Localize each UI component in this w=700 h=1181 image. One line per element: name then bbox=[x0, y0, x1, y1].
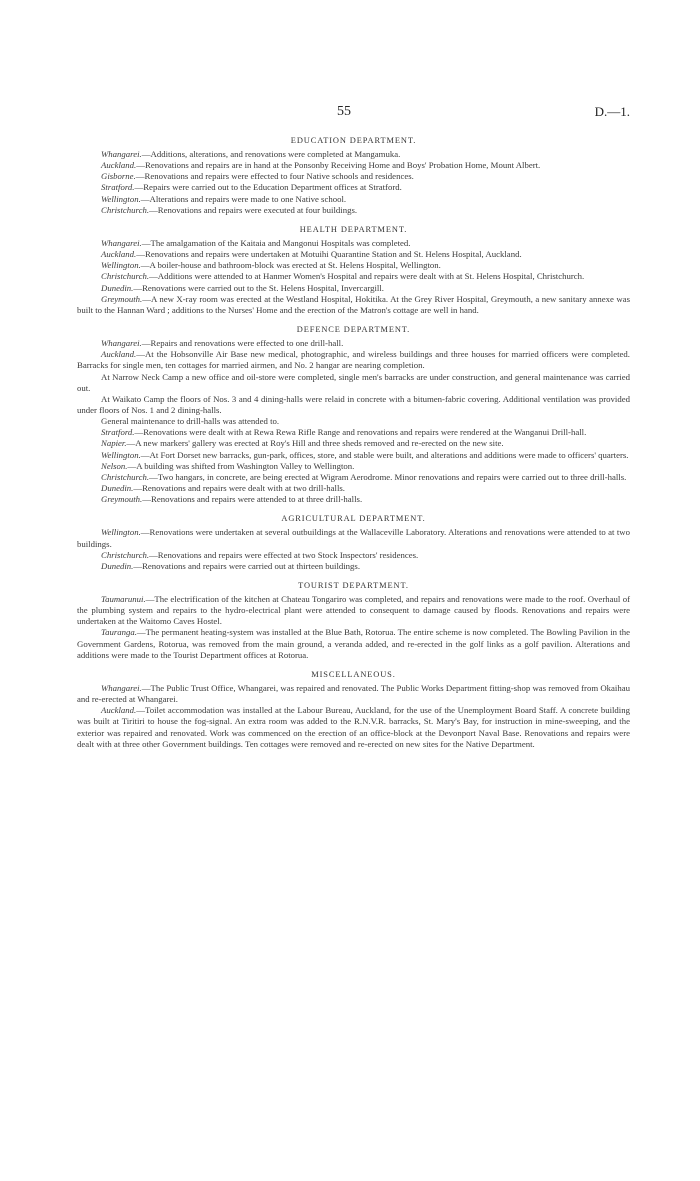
place-name: Auckland. bbox=[101, 249, 137, 260]
paragraph bbox=[77, 527, 630, 549]
paragraph-text: —Renovations were undertaken at several outbuildings at the Wallaceville Laboratory. Alterations and renovations were attended to at two buildings. bbox=[77, 527, 630, 549]
paragraph-text: —Renovations and repairs were undertaken at Motuihi Quarantine Station and St. Helens Hospital, Auckland. bbox=[136, 249, 522, 260]
section-title: TOURIST DEPARTMENT. bbox=[298, 581, 409, 590]
place-name: Greymouth. bbox=[101, 293, 143, 304]
paragraph bbox=[77, 461, 630, 472]
place-name: Tauranga. bbox=[101, 627, 137, 638]
page-number: 55 bbox=[337, 104, 351, 119]
place-name: Greymouth. bbox=[101, 494, 143, 505]
paragraph-text: —Additions were attended to at Hanmer Women's Hospital and repairs were dealt with at St. Helens Hospital, Christchurch. bbox=[149, 271, 585, 282]
paragraph bbox=[77, 182, 630, 193]
paragraph bbox=[77, 472, 630, 483]
paragraph bbox=[77, 205, 630, 216]
place-name: Christchurch. bbox=[101, 549, 150, 560]
paragraph bbox=[77, 260, 630, 271]
paragraph bbox=[77, 483, 630, 494]
paragraph bbox=[77, 194, 630, 205]
place-name: Whangarei. bbox=[101, 682, 142, 693]
paragraph-text: —The amalgamation of the Kaitaia and Mangonui Hospitals was completed. bbox=[141, 237, 411, 248]
paragraph bbox=[77, 705, 630, 750]
place-name: Napier. bbox=[101, 438, 127, 449]
place-name: Wellington. bbox=[101, 527, 141, 538]
paragraph-text: —The permanent heating-system was installed at the Blue Bath, Rotorua. The entire scheme is now completed. The Bowling Pavilion in the Government Gardens, Rotorua, was removed from the main ground, a veranda added, and re-erected in the golf links as a golf pavilion. Alterations and additions were made to the Tourist Department offices at Rotorua. bbox=[77, 627, 630, 660]
place-name: Auckland. bbox=[101, 349, 137, 360]
paragraph bbox=[77, 271, 630, 282]
paragraph bbox=[77, 338, 630, 349]
paragraph bbox=[77, 160, 630, 171]
page-header bbox=[77, 104, 630, 122]
paragraph-text: —Renovations and repairs were effected at two Stock Inspectors' residences. bbox=[149, 549, 419, 560]
paragraph bbox=[77, 149, 630, 160]
paragraph-text: —Renovations and repairs were effected to four Native schools and residences. bbox=[135, 171, 414, 182]
place-name: Whangarei. bbox=[101, 149, 142, 159]
paragraph-text: —The electrification of the kitchen at Chateau Tongariro was completed, and repairs and renovations were made to the roof. Overhaul of the plumbing system and repairs to the hydro-electrical plant were attended to consequent to damage caused by floods. Renovations and repairs were undertaken at the Waitomo Caves Hostel. bbox=[77, 594, 630, 627]
paragraph bbox=[77, 494, 630, 505]
place-name: Christchurch. bbox=[101, 204, 150, 215]
paragraph-text: At Waikato Camp the floors of Nos. 3 and 4 dining-halls were relaid in concrete with a bitumen-fabric covering. Additional ventilation was provided under floors of Nos. 1 and 2 dining-halls. bbox=[77, 393, 630, 415]
place-name: Christchurch. bbox=[101, 271, 150, 282]
paragraph-text: —A new markers' gallery was erected at Roy's Hill and three sheds removed and re-erected on the new site. bbox=[126, 438, 504, 449]
paragraph bbox=[77, 427, 630, 438]
place-name: Stratford. bbox=[101, 427, 135, 438]
paragraph-text: —Renovations were dealt with at Rewa Rewa Rifle Range and renovations and repairs were rendered at the Wanganui Drill-hall. bbox=[134, 427, 587, 438]
place-name: Dunedin. bbox=[101, 560, 134, 571]
section bbox=[77, 581, 630, 661]
section-title: AGRICULTURAL DEPARTMENT. bbox=[281, 514, 426, 524]
place-name: Gisborne. bbox=[101, 171, 136, 182]
place-name: Wellington. bbox=[101, 260, 141, 271]
section-title: EDUCATION DEPARTMENT. bbox=[290, 136, 417, 145]
place-name: Dunedin. bbox=[101, 483, 134, 494]
paragraph-text: —Renovations were carried out to the St. Helens Hospital, Invercargill. bbox=[133, 282, 384, 293]
section-title: HEALTH DEPARTMENT. bbox=[299, 224, 408, 234]
paragraph bbox=[77, 438, 630, 449]
section bbox=[77, 325, 630, 505]
paragraph bbox=[77, 238, 630, 249]
paragraph-text: —At the Hobsonville Air Base new medical, photographic, and wireless buildings and three houses for married officers were completed. Barracks for single men, ten cottages for married airmen, and No. 2 hangar are nearing completion. bbox=[77, 349, 630, 371]
paragraph-text: —At Fort Dorset new barracks, gun-park, offices, store, and stable were built, and alterations and additions were made to officers' quarters. bbox=[140, 449, 629, 460]
place-name: Dunedin. bbox=[101, 282, 134, 293]
paragraph bbox=[77, 561, 630, 572]
section bbox=[77, 225, 630, 316]
paragraph-text: —A new X-ray room was erected at the Westland Hospital, Hokitika. At the Grey River Hospital, Greymouth, a new sanitary annexe was built to the Hannan Ward ; additions to the Nurses' Home and the erection of the Matron's cottage are well in hand. bbox=[77, 293, 630, 315]
place-name: Taumarunui. bbox=[101, 594, 146, 604]
paragraph bbox=[77, 594, 630, 627]
paragraph bbox=[77, 171, 630, 182]
paragraph-text: At Narrow Neck Camp a new office and oil-store were completed, single men's barracks are under construction, and general maintenance was carried out. bbox=[77, 371, 630, 393]
paragraph-text: —Two hangars, in concrete, are being erected at Wigram Aerodrome. Minor renovations and repairs were carried out to three drill-halls. bbox=[149, 471, 627, 482]
place-name: Whangarei. bbox=[101, 237, 142, 248]
section-title: DEFENCE DEPARTMENT. bbox=[296, 325, 411, 335]
place-name: Whangarei. bbox=[101, 338, 142, 349]
paragraph-text: —Renovations and repairs were dealt with at two drill-halls. bbox=[133, 483, 345, 494]
paragraph-text: —Toilet accommodation was installed at the Labour Bureau, Auckland, for the use of the Unemployment Board Staff. A concrete building was built at Tiritiri to house the fog-signal. An extra room was added to the R.N.V.R. barracks, St. Mary's Bay, for instruction in mine-sweeping, and the exterior was repaired and renovated. Work was commenced on the erection of an office-block at the Devonport Naval Base. Renovations and repairs were dealt with at three other Government buildings. Ten cottages were removed and re-erected on new sites for the Native Department. bbox=[77, 705, 630, 749]
paragraph bbox=[77, 627, 630, 660]
paragraph bbox=[77, 683, 630, 705]
place-name: Wellington. bbox=[101, 449, 141, 460]
section bbox=[77, 136, 630, 216]
paragraph-text: —A building was shifted from Washington Valley to Wellington. bbox=[127, 460, 355, 471]
paragraph-text: —Repairs and renovations were effected to one drill-hall. bbox=[141, 338, 344, 349]
paragraph-text: —Renovations and repairs were attended to at three drill-halls. bbox=[142, 494, 363, 505]
paragraph bbox=[77, 283, 630, 294]
paragraph bbox=[77, 416, 630, 427]
paragraph bbox=[77, 372, 630, 394]
place-name: Nelson. bbox=[101, 460, 128, 471]
place-name: Auckland. bbox=[101, 705, 137, 716]
paragraph bbox=[77, 450, 630, 461]
section bbox=[77, 670, 630, 750]
document-body bbox=[77, 136, 630, 759]
paragraph-text: —The Public Trust Office, Whangarei, was repaired and renovated. The Public Works Department fitting-shop was removed from Okaihau and re-erected at Whangarei. bbox=[77, 682, 630, 705]
document-reference: D.—1. bbox=[594, 104, 630, 119]
section-title: MISCELLANEOUS. bbox=[311, 669, 396, 679]
paragraph bbox=[77, 550, 630, 561]
paragraph-text: —Repairs were carried out to the Education Department offices at Stratford. bbox=[134, 182, 402, 193]
place-name: Wellington. bbox=[101, 193, 141, 204]
paragraph bbox=[77, 349, 630, 371]
place-name: Christchurch. bbox=[101, 471, 150, 482]
paragraph bbox=[77, 249, 630, 260]
place-name: Auckland. bbox=[101, 160, 137, 171]
place-name: Stratford. bbox=[101, 182, 135, 193]
paragraph bbox=[77, 394, 630, 416]
paragraph-text: —Alterations and repairs were made to one Native school. bbox=[140, 193, 347, 204]
section bbox=[77, 514, 630, 572]
paragraph-text: —Additions, alterations, and renovations were completed at Mangamuka. bbox=[141, 149, 401, 159]
paragraph-text: —Renovations and repairs were executed at four buildings. bbox=[149, 204, 358, 215]
paragraph-text: —Renovations and repairs are in hand at the Ponsonby Receiving Home and Boys' Probation Home, Mount Albert. bbox=[136, 160, 541, 171]
paragraph-text: —A boiler-house and bathroom-block was erected at St. Helens Hospital, Wellington. bbox=[140, 260, 441, 271]
paragraph-text: —Renovations and repairs were carried out at thirteen buildings. bbox=[133, 560, 361, 571]
paragraph bbox=[77, 294, 630, 316]
paragraph-text: General maintenance to drill-halls was attended to. bbox=[101, 416, 280, 427]
